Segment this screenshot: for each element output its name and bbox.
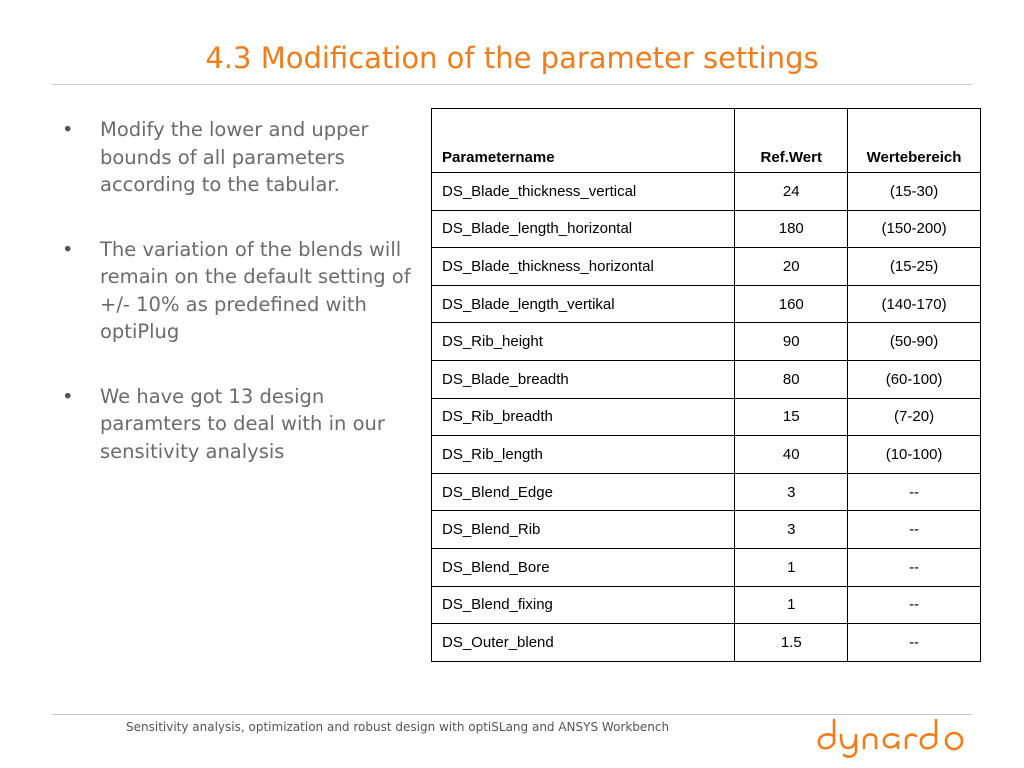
cell-wertebereich: (50-90) xyxy=(848,323,981,361)
cell-parametername: DS_Blend_Edge xyxy=(432,473,735,511)
cell-refwert: 24 xyxy=(735,173,848,211)
table-header-row xyxy=(432,109,981,173)
table-row xyxy=(432,323,981,361)
cell-parametername: DS_Rib_height xyxy=(432,323,735,361)
cell-parametername: DS_Blade_length_vertikal xyxy=(432,285,735,323)
cell-refwert: 160 xyxy=(735,285,848,323)
cell-wertebereich: (15-25) xyxy=(848,248,981,286)
table-row xyxy=(432,624,981,662)
bullet-icon: • xyxy=(62,118,74,141)
cell-parametername: DS_Blade_thickness_horizontal xyxy=(432,248,735,286)
cell-wertebereich: (140-170) xyxy=(848,285,981,323)
cell-refwert: 1.5 xyxy=(735,624,848,662)
header-refwert: Ref.Wert xyxy=(735,109,848,173)
cell-refwert: 3 xyxy=(735,511,848,549)
cell-wertebereich: -- xyxy=(848,624,981,662)
cell-refwert: 80 xyxy=(735,360,848,398)
footer-text: Sensitivity analysis, optimization and robust design with optiSLang and ANSYS Workbench xyxy=(126,720,670,734)
cell-wertebereich: (10-100) xyxy=(848,436,981,474)
cell-wertebereich: -- xyxy=(848,586,981,624)
table-row xyxy=(432,511,981,549)
dynardo-logo xyxy=(812,712,972,764)
table-row xyxy=(432,285,981,323)
cell-refwert: 180 xyxy=(735,210,848,248)
table-row xyxy=(432,360,981,398)
slide-title: 4.3 Modification of the parameter settings xyxy=(205,41,819,75)
cell-wertebereich: (7-20) xyxy=(848,398,981,436)
header-wertebereich: Wertebereich xyxy=(848,109,981,173)
cell-wertebereich: -- xyxy=(848,548,981,586)
bullet-item xyxy=(60,236,422,346)
cell-refwert: 15 xyxy=(735,398,848,436)
parameter-table xyxy=(431,108,981,662)
header-parametername: Parametername xyxy=(432,109,735,173)
table-row xyxy=(432,473,981,511)
table-row xyxy=(432,210,981,248)
table-row xyxy=(432,398,981,436)
cell-parametername: DS_Blend_Bore xyxy=(432,548,735,586)
cell-refwert: 40 xyxy=(735,436,848,474)
cell-refwert: 1 xyxy=(735,586,848,624)
bullet-text: The variation of the blends will remain on the default setting of +/- 10% as predefined with optiPlug xyxy=(100,237,411,343)
table-row xyxy=(432,548,981,586)
cell-wertebereich: (15-30) xyxy=(848,173,981,211)
bullet-item xyxy=(60,383,422,466)
bullet-icon: • xyxy=(62,237,74,261)
cell-wertebereich: (150-200) xyxy=(848,210,981,248)
cell-parametername: DS_Rib_length xyxy=(432,436,735,474)
bullet-text: Modify the lower and upper bounds of all parameters according to the tabular. xyxy=(100,118,369,196)
cell-parametername: DS_Blade_length_horizontal xyxy=(432,210,735,248)
cell-wertebereich: -- xyxy=(848,473,981,511)
cell-parametername: DS_Blade_breadth xyxy=(432,360,735,398)
table-row xyxy=(432,436,981,474)
table-row xyxy=(432,248,981,286)
title-divider xyxy=(52,84,972,85)
cell-parametername: DS_Blend_Rib xyxy=(432,511,735,549)
cell-wertebereich: (60-100) xyxy=(848,360,981,398)
cell-parametername: DS_Outer_blend xyxy=(432,624,735,662)
cell-parametername: DS_Blend_fixing xyxy=(432,586,735,624)
cell-refwert: 90 xyxy=(735,323,848,361)
table-row xyxy=(432,173,981,211)
bullet-text: We have got 13 design paramters to deal with in our sensitivity analysis xyxy=(100,384,385,463)
cell-wertebereich: -- xyxy=(848,511,981,549)
bullet-icon: • xyxy=(62,384,74,408)
cell-refwert: 1 xyxy=(735,548,848,586)
bullet-list xyxy=(60,116,422,502)
cell-refwert: 3 xyxy=(735,473,848,511)
cell-parametername: DS_Rib_breadth xyxy=(432,398,735,436)
cell-parametername: DS_Blade_thickness_vertical xyxy=(432,173,735,211)
bullet-item xyxy=(60,116,422,199)
cell-refwert: 20 xyxy=(735,248,848,286)
table-row xyxy=(432,586,981,624)
